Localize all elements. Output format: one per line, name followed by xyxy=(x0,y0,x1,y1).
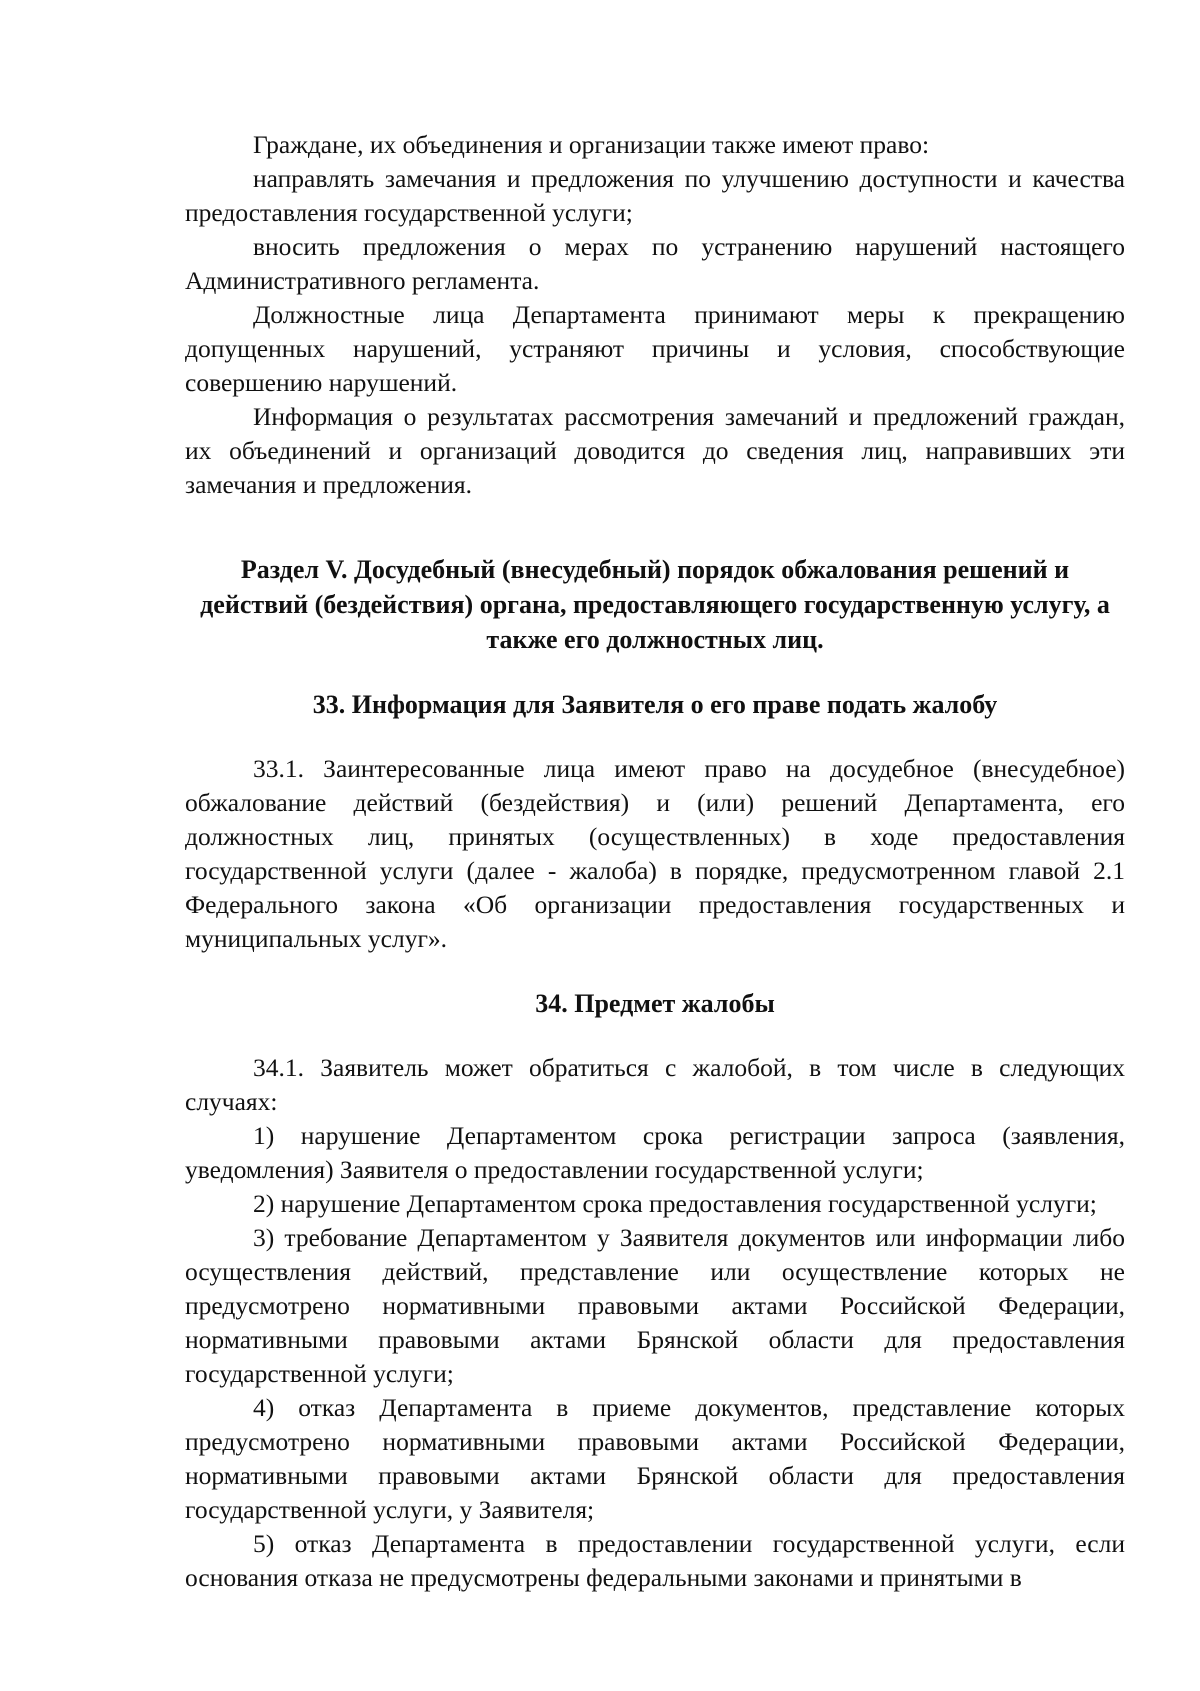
intro-paragraph-4: Должностные лица Департамента принимают меры к прекращению допущенных нарушений, устраняют причины и условия, способствующие совершению нарушений. xyxy=(185,300,1125,397)
section-34-item-4: 4) отказ Департамента в приеме документов, представление которых предусмотрено нормативными правовыми актами Российской Федерации, нормативными правовыми актами Брянской области для предоставления государственной услуги, у Заявителя; xyxy=(185,1393,1125,1524)
intro-paragraph-3: вносить предложения о мерах по устранению нарушений настоящего Административного регламента. xyxy=(185,232,1125,295)
section-5-heading: Раздел V. Досудебный (внесудебный) порядок обжалования решений и действий (бездействия) органа, предоставляющего государственную услугу, а также его должностных лиц. xyxy=(200,555,1110,654)
intro-paragraph-1: Граждане, их объединения и организации также имеют право: xyxy=(253,130,930,159)
section-33-heading: 33. Информация для Заявителя о его праве подать жалобу xyxy=(312,690,998,719)
section-34-paragraph-1: 34.1. Заявитель может обратиться с жалобой, в том числе в следующих случаях: xyxy=(185,1053,1125,1116)
section-34-item-3: 3) требование Департаментом у Заявителя документов или информации либо осуществления действий, представление или осуществление которых не предусмотрено нормативными правовыми актами Российской Федерации, нормативными правовыми актами Брянской области для предоставления государственной услуги; xyxy=(185,1223,1125,1388)
intro-paragraph-2: направлять замечания и предложения по улучшению доступности и качества предоставления государственной услуги; xyxy=(185,164,1125,227)
section-34-item-2: 2) нарушение Департаментом срока предоставления государственной услуги; xyxy=(253,1189,1097,1218)
section-34-heading: 34. Предмет жалобы xyxy=(535,989,775,1018)
section-33-paragraph-1: 33.1. Заинтересованные лица имеют право на досудебное (внесудебное) обжалование действий (бездействия) и (или) решений Департамента, его должностных лиц, принятых (осуществленных) в ходе предоставления государственной услуги (далее - жалоба) в порядке, предусмотренном главой 2.1 Федерального закона «Об организации предоставления государственных и муниципальных услуг». xyxy=(185,754,1125,953)
section-34-item-1: 1) нарушение Департаментом срока регистрации запроса (заявления, уведомления) Заявителя о предоставлении государственной услуги; xyxy=(185,1121,1125,1184)
section-34-item-5: 5) отказ Департамента в предоставлении государственной услуги, если основания отказа не предусмотрены федеральными законами и принятыми в xyxy=(185,1529,1125,1592)
intro-paragraph-5: Информация о результатах рассмотрения замечаний и предложений граждан, их объединений и организаций доводится до сведения лиц, направивших эти замечания и предложения. xyxy=(185,402,1125,499)
document-page xyxy=(185,128,1125,1595)
